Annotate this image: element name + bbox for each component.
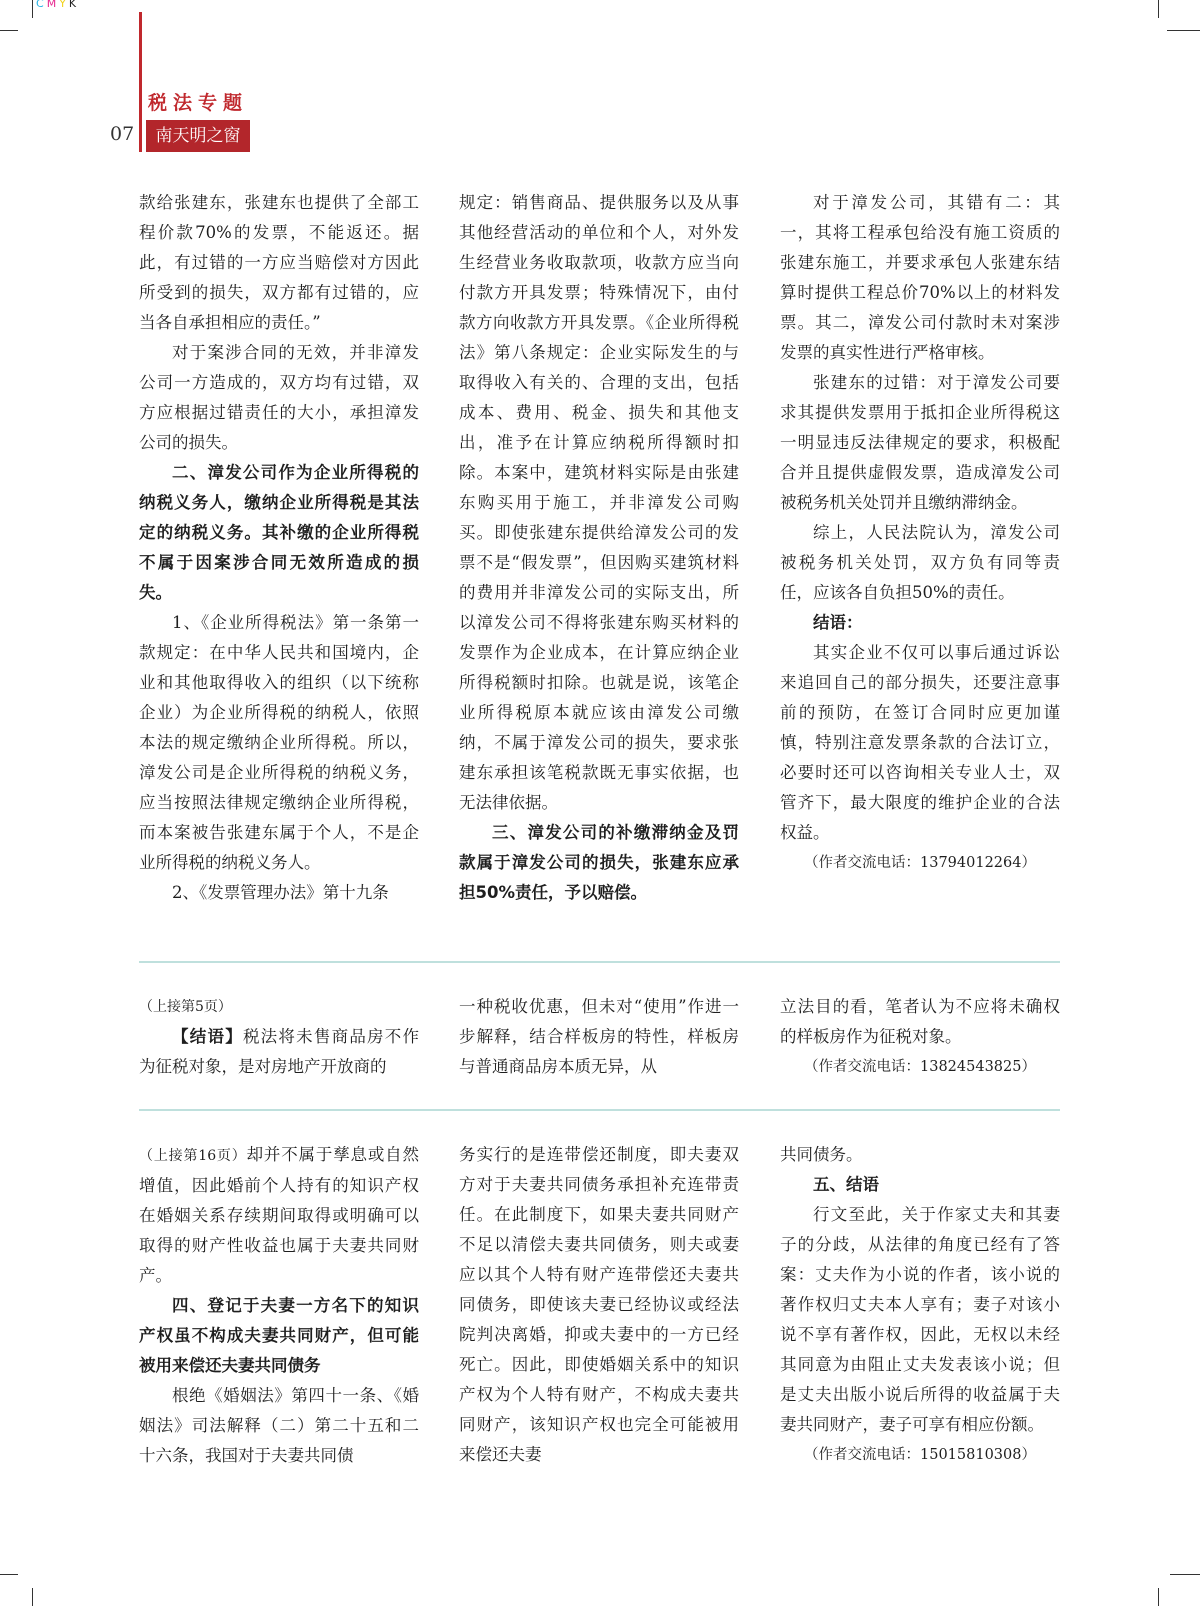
article3-column-3 (780, 1140, 1060, 1470)
article1-column-3 (780, 188, 1060, 878)
article3-column-2 (459, 1140, 739, 1470)
section-divider (139, 961, 1060, 963)
paragraph: 张建东的过错：对于漳发公司要求其提供发票用于抵扣企业所得税这一明显违反法律规定的要求，积极配合并且提供虚假发票，造成漳发公司被税务机关处罚并且缴纳滞纳金。 (780, 373, 1060, 512)
continued-note: （上接第16页） (139, 1148, 247, 1164)
section-heading: 五、结语 (813, 1175, 879, 1194)
author-contact: （作者交流电话：13794012264） (804, 855, 1036, 871)
article2-column-2 (459, 992, 739, 1082)
conclusion-heading: 结语： (813, 613, 863, 632)
section-heading: 三、漳发公司的补缴滞纳金及罚款属于漳发公司的损失，张建东应承担50%责任，予以赔偿。 (459, 823, 739, 902)
paragraph: 款给张建东，张建东也提供了全部工程价款70%的发票，不能返还。据此，有过错的一方应当赔偿对方因此所受到的损失，双方都有过错的，应当各自承担相应的责任。” (139, 193, 419, 332)
color-registration-marks (36, 0, 79, 10)
article2-column-1 (139, 992, 419, 1082)
crop-mark-tr-h (1167, 30, 1200, 31)
conclusion-label: 【结语】 (172, 1027, 243, 1046)
article1-column-2 (459, 188, 739, 908)
header-red-rule (139, 12, 142, 152)
crop-mark-bl-h (0, 1574, 18, 1575)
paragraph: 行文至此，关于作家丈夫和其妻子的分歧，从法律的角度已经有了答案：丈夫作为小说的作者，该小说的著作权归丈夫本人享有；妻子对该小说不享有著作权，因此，无权以未经其同意为由阻止丈夫发表该小说；但是丈夫出版小说后所得的收益属于夫妻共同财产，妻子可享有相应份额。 (780, 1205, 1060, 1434)
author-contact: （作者交流电话：13824543825） (804, 1059, 1036, 1075)
section-divider (139, 1109, 1060, 1111)
section-heading: 四、登记于夫妻一方名下的知识产权虽不构成夫妻共同财产，但可能被用来偿还夫妻共同债务 (139, 1296, 419, 1375)
paragraph: 却并不属于孳息或自然增值，因此婚前个人持有的知识产权在婚姻关系存续期间取得或明确可以取得的财产性收益也属于夫妻共同财产。 (139, 1145, 419, 1285)
page-number: 07 (110, 123, 135, 145)
paragraph: 共同债务。 (780, 1145, 863, 1164)
paragraph: 立法目的看，笔者认为不应将未确权的样板房作为征税对象。 (780, 997, 1060, 1046)
cmyk-k: K (68, 0, 80, 10)
paragraph: 规定：销售商品、提供服务以及从事其他经营活动的单位和个人，对外发生经营业务收取款项，收款方应当向付款方开具发票；特殊情况下，由付款方向收款方开具发票。《企业所得税法》第八条规定：企业实际发生的与取得收入有关的、合理的支出，包括成本、费用、税金、损失和其他支出，准予在计算应纳税所得额时扣除。本案中，建筑材料实际是由张建东购买用于施工，并非漳发公司购买。即使张建东提供给漳发公司的发票不是“假发票”，但因购买建筑材料的费用并非漳发公司的实际支出，所以漳发公司不得将张建东购买材料的发票作为企业成本，在计算应纳企业所得税额时扣除。也就是说，该笔企业所得税原本就应该由漳发公司缴纳，不属于漳发公司的损失，要求张建东承担该笔税款既无事实依据，也无法律依据。 (459, 193, 739, 812)
section-heading: 二、漳发公司作为企业所得税的纳税义务人，缴纳企业所得税是其法定的纳税义务。其补缴的企业所得税不属于因案涉合同无效所造成的损失。 (139, 463, 419, 602)
paragraph: 根绝《婚姻法》第四十一条、《婚姻法》司法解释（二）第二十五和二十六条，我国对于夫妻共同债 (139, 1386, 419, 1465)
crop-mark-br-v (1158, 1588, 1159, 1606)
paragraph: 对于漳发公司，其错有二：其一，其将工程承包给没有施工资质的张建东施工，并要求承包人张建东结算时提供工程总价70%以上的材料发票。其二，漳发公司付款时未对案涉发票的真实性进行严格审核。 (780, 193, 1060, 362)
continued-note: （上接第5页） (139, 999, 232, 1015)
paragraph: 税法将未售商品房不作为征税对象，是对房地产开放商的 (139, 1027, 420, 1076)
crop-mark-tl-v (32, 0, 33, 18)
section-title: 税法专题 (148, 92, 249, 114)
author-contact: （作者交流电话：15015810308） (804, 1447, 1036, 1463)
article3-column-1 (139, 1140, 419, 1471)
crop-mark-br-h (1170, 1574, 1200, 1575)
paragraph: 对于案涉合同的无效，并非漳发公司一方造成的，双方均有过错，双方应根据过错责任的大小，承担漳发公司的损失。 (139, 343, 419, 452)
cmyk-c: C (36, 0, 47, 10)
article2-column-3 (780, 992, 1060, 1082)
paragraph: 其实企业不仅可以事后通过诉讼来追回自己的部分损失，还要注意事前的预防，在签订合同时应更加谨慎，特别注意发票条款的合法订立，必要时还可以咨询相关专业人士，双管齐下，最大限度的维护企业的合法权益。 (780, 643, 1060, 842)
paragraph: 2、《发票管理办法》第十九条 (172, 883, 389, 902)
crop-mark-bl-v (32, 1588, 33, 1606)
paragraph: 1、《企业所得税法》第一条第一款规定：在中华人民共和国境内，企业和其他取得收入的组织（以下统称企业）为企业所得税的纳税人，依照本法的规定缴纳企业所得税。所以，漳发公司是企业所得税的纳税义务，应当按照法律规定缴纳企业所得税，而本案被告张建东属于个人，不是企业所得税的纳税义务人。 (139, 613, 419, 872)
paragraph: 务实行的是连带偿还制度，即夫妻双方对于夫妻共同债务承担补充连带责任。在此制度下，如果夫妻共同财产不足以清偿夫妻共同债务，则夫或妻应以其个人特有财产连带偿还夫妻共同债务，即使该夫妻已经协议或经法院判决离婚，抑或夫妻中的一方已经死亡。因此，即使婚姻关系中的知识产权为个人特有财产，不构成夫妻共同财产，该知识产权也完全可能被用来偿还夫妻 (459, 1145, 739, 1464)
article1-column-1 (139, 188, 419, 908)
crop-mark-tl-h (0, 30, 18, 31)
cmyk-y: Y (59, 0, 69, 10)
crop-mark-tr-v (1158, 0, 1159, 18)
cmyk-m: M (46, 0, 60, 10)
paragraph: 一种税收优惠，但未对“使用”作进一步解释，结合样板房的特性，样板房与普通商品房本质无异，从 (459, 997, 739, 1076)
column-badge: 南天明之窗 (146, 120, 250, 152)
paragraph: 综上，人民法院认为，漳发公司被税务机关处罚，双方负有同等责任，应该各自负担50%的责任。 (780, 523, 1060, 602)
